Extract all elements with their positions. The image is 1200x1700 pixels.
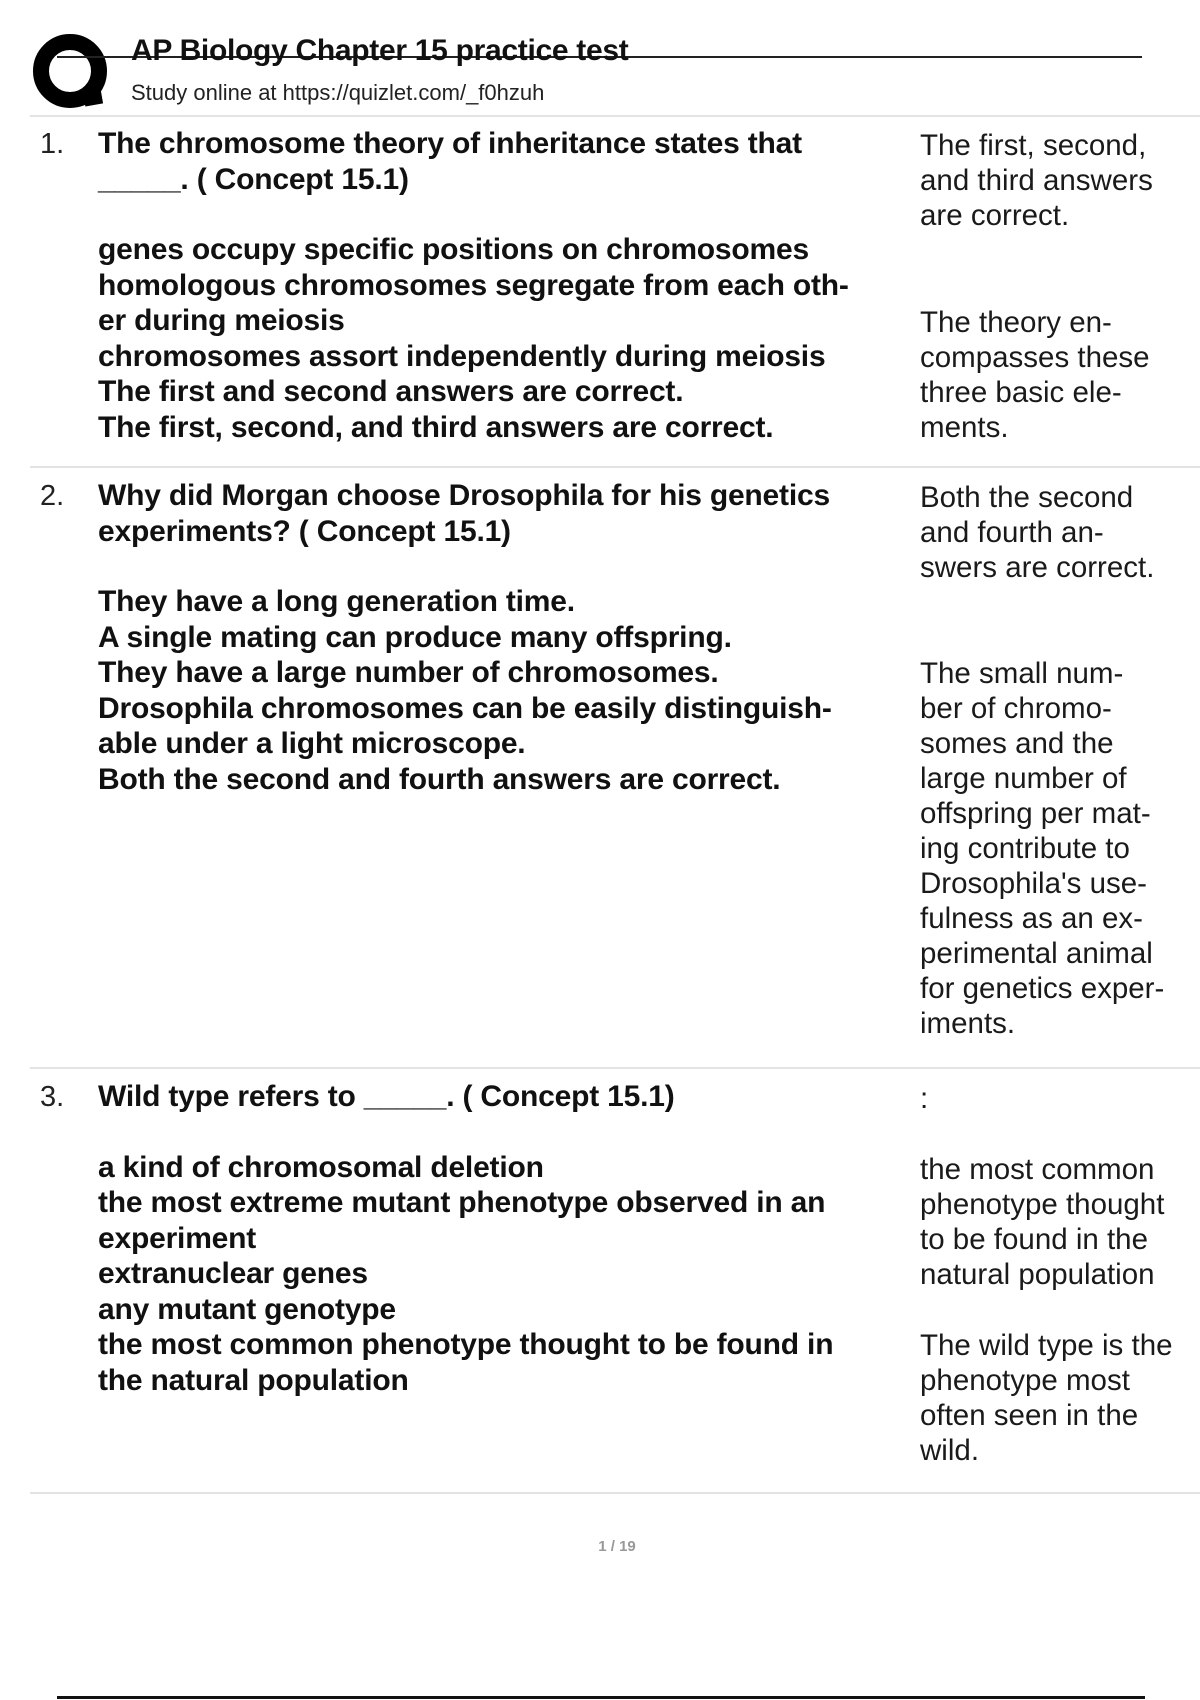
question-prompt-line: Wild type refers to _____. ( Concept 15.1): [98, 1080, 675, 1113]
document-title: AP Biology Chapter 15 practice test: [131, 34, 629, 67]
explanation-line: for genetics exper-: [920, 972, 1165, 1005]
divider: [30, 466, 1200, 468]
explanation: [920, 1328, 1200, 1468]
option: er during meiosis: [98, 304, 345, 337]
options-list: [98, 1150, 908, 1399]
explanation-line: ber of chromo-: [920, 692, 1112, 725]
answer-line: phenotype thought: [920, 1188, 1165, 1221]
option: the most extreme mutant phenotype observed in an: [98, 1186, 826, 1219]
explanation-line: The wild type is the: [920, 1329, 1173, 1362]
option: chromosomes assort independently during meiosis: [98, 339, 826, 373]
option: The first, second, and third answers are correct.: [98, 410, 774, 444]
explanation-line: phenotype most: [920, 1364, 1130, 1397]
answer-line: swers are correct.: [920, 551, 1155, 584]
explanation-line: wild.: [920, 1434, 980, 1467]
option: They have a large number of chromosomes.: [98, 656, 719, 689]
options-list: [98, 232, 908, 445]
question-prompt-line: experiments? ( Concept 15.1): [98, 514, 511, 548]
option: Both the second and fourth answers are correct.: [98, 762, 781, 796]
option: the natural population: [98, 1363, 409, 1397]
answer-line: to be found in the: [920, 1223, 1148, 1256]
explanation-line: ing contribute to: [920, 832, 1130, 865]
explanation: [920, 305, 1200, 445]
answer-line: and fourth an-: [920, 516, 1104, 549]
question-number: 1.: [40, 128, 65, 160]
option: homologous chromosomes segregate from each oth-: [98, 268, 849, 302]
explanation-line: offspring per mat-: [920, 797, 1151, 830]
page-indicator: 1 / 19: [598, 1538, 636, 1555]
option: any mutant genotype: [98, 1292, 396, 1326]
explanation-line: The small num-: [920, 657, 1124, 690]
answer-line: are correct.: [920, 199, 1070, 232]
answer-line: the most common: [920, 1153, 1155, 1186]
study-online-link[interactable]: Study online at https://quizlet.com/_f0hzuh: [131, 80, 545, 105]
explanation-line: ments.: [920, 411, 1009, 444]
question-number: 3.: [40, 1081, 65, 1113]
explanation-line: three basic ele-: [920, 376, 1122, 409]
answer: [920, 128, 1200, 233]
question-prompt-line: Why did Morgan choose Drosophila for his genetics: [98, 479, 830, 512]
divider: [30, 1067, 1200, 1069]
option: a kind of chromosomal deletion: [98, 1150, 544, 1184]
option: genes occupy specific positions on chromosomes: [98, 233, 809, 266]
question-prompt-line: The chromosome theory of inheritance states that: [98, 127, 802, 160]
option: able under a light microscope.: [98, 727, 526, 760]
question-1: [98, 126, 908, 445]
question-number: 2.: [40, 480, 65, 512]
answer-line: The first, second,: [920, 129, 1147, 162]
answer-line: Both the second: [920, 481, 1134, 514]
question-prompt-line: _____. ( Concept 15.1): [98, 162, 409, 196]
question-3: [98, 1079, 908, 1398]
divider: [30, 1492, 1200, 1494]
option: Drosophila chromosomes can be easily distinguish-: [98, 691, 832, 725]
answer: [920, 480, 1200, 585]
option: A single mating can produce many offspring.: [98, 620, 732, 654]
explanation-line: perimental animal: [920, 937, 1153, 970]
explanation-line: often seen in the: [920, 1399, 1139, 1432]
option: experiment: [98, 1221, 257, 1255]
explanation-line: fulness as an ex-: [920, 902, 1144, 935]
answer: [920, 1152, 1200, 1292]
explanation-line: The theory en-: [920, 306, 1112, 339]
explanation-line: somes and the: [920, 727, 1114, 760]
explanation-line: large number of: [920, 762, 1127, 795]
explanation-line: Drosophila's use-: [920, 867, 1147, 900]
option: The first and second answers are correct.: [98, 375, 684, 408]
answer-line: natural population: [920, 1258, 1155, 1291]
options-list: [98, 584, 908, 797]
option: the most common phenotype thought to be found in: [98, 1328, 834, 1361]
explanation-line: iments.: [920, 1007, 1016, 1040]
divider: [30, 115, 1200, 117]
answer-prefix: :: [920, 1082, 929, 1115]
quizlet-logo-icon: [32, 33, 112, 113]
answer-line: and third answers: [920, 164, 1153, 197]
question-2: [98, 478, 908, 797]
option: They have a long generation time.: [98, 585, 575, 618]
explanation: [920, 656, 1200, 1041]
explanation-line: compasses these: [920, 341, 1150, 374]
page-bottom-rule: [57, 1696, 1145, 1699]
option: extranuclear genes: [98, 1257, 368, 1290]
